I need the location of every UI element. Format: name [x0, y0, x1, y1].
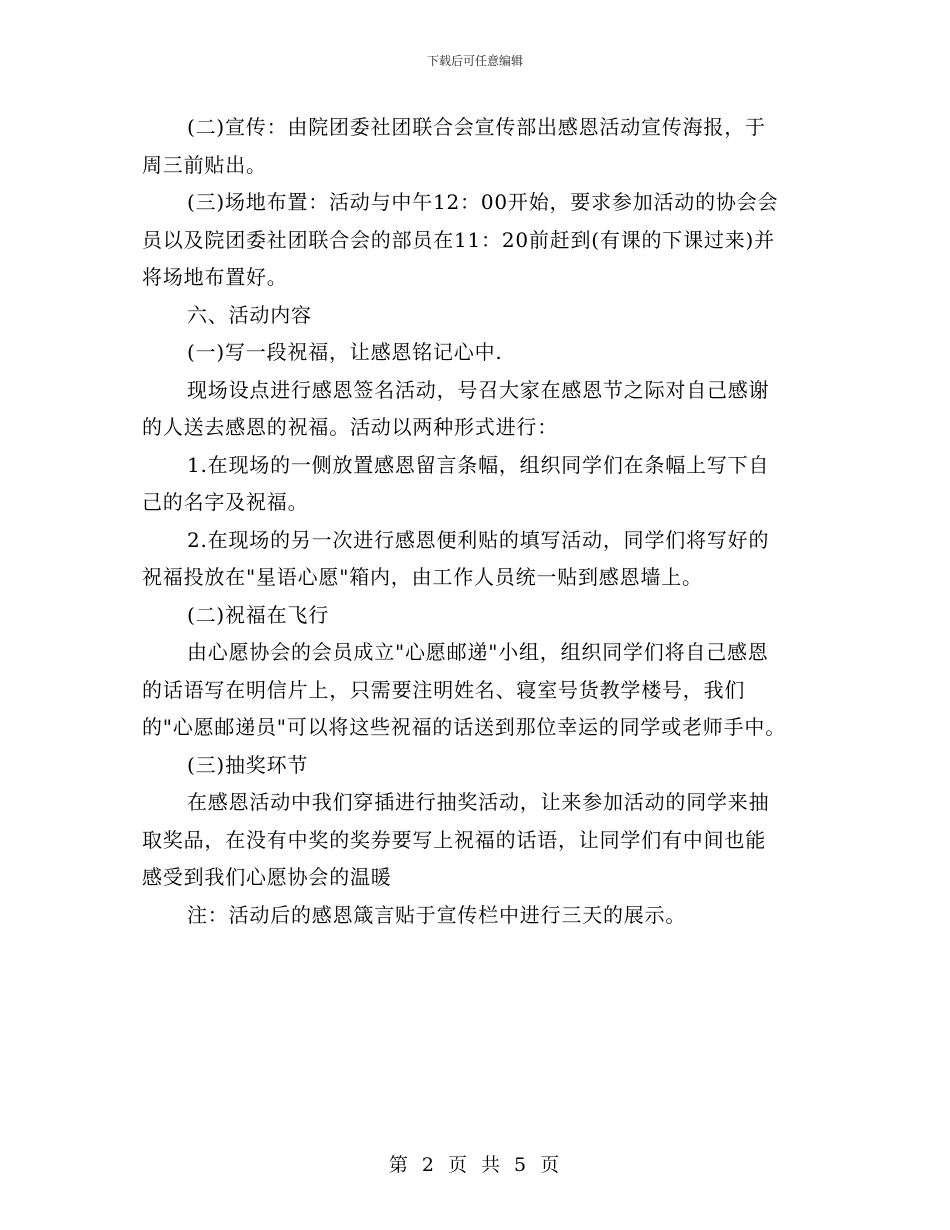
text-line: 的话语写在明信片上，只需要注明姓名、寝室号货教学楼号，我们: [142, 677, 746, 702]
section-heading-activity-content: [142, 297, 810, 335]
text-line: 注：活动后的感恩箴言贴于宣传栏中进行三天的展示。: [187, 902, 687, 927]
list-item-banner: [142, 447, 810, 522]
paragraph-signature-activity: [142, 372, 810, 447]
text-line: 周三前贴出。: [142, 152, 267, 177]
page-header-note: 下载后可任意编辑: [426, 54, 523, 68]
text-line: 现场设点进行感恩签名活动，号召大家在感恩节之际对自己感谢: [187, 377, 770, 402]
text-line: 感受到我们心愿协会的温暖: [142, 865, 392, 889]
text-line: (三)场地布置：活动与中午12：00开始，要求参加活动的协会会: [187, 190, 779, 214]
paragraph-wish-mail: [142, 634, 810, 747]
subheading-blessing-flight: [142, 597, 810, 635]
page-number: 第 2 页 共 5 页: [388, 1154, 562, 1176]
text-line: (二)祝福在飞行: [187, 602, 330, 627]
text-line: 六、活动内容: [187, 302, 312, 327]
text-line: 员以及院团委社团联合会的部员在11：20前赶到(有课的下课过来)并: [142, 227, 775, 252]
paragraph-publicity: [142, 109, 810, 184]
text-line: 在感恩活动中我们穿插进行抽奖活动，让来参加活动的同学来抽: [187, 790, 770, 814]
text-line: 的人送去感恩的祝福。活动以两种形式进行：: [142, 415, 558, 439]
text-line: (三)抽奖环节: [187, 752, 309, 777]
paragraph-note: [142, 897, 810, 935]
text-line: 己的名字及祝福。: [142, 490, 309, 514]
document-body: [142, 109, 810, 934]
text-line: 1.在现场的一侧放置感恩留言条幅，组织同学们在条幅上写下自: [187, 452, 770, 477]
text-line: 将场地布置好。: [142, 265, 288, 289]
list-item-sticky-notes: [142, 522, 810, 597]
text-line: 2.在现场的另一次进行感恩便利贴的填写活动，同学们将写好的: [187, 527, 770, 552]
text-line: 由心愿协会的会员成立"心愿邮递"小组，组织同学们将自己感恩: [187, 640, 769, 664]
subheading-lottery: [142, 747, 810, 785]
paragraph-lottery: [142, 784, 810, 897]
text-line: (二)宣传：由院团委社团联合会宣传部出感恩活动宣传海报，于: [187, 115, 766, 139]
paragraph-venue-setup: [142, 184, 810, 297]
text-line: (一)写一段祝福，让感恩铭记心中.: [187, 340, 503, 364]
text-line: 祝福投放在"星语心愿"箱内，由工作人员统一贴到感恩墙上。: [142, 565, 703, 589]
subheading-write-blessing: [142, 334, 810, 372]
text-line: 取奖品，在没有中奖的奖券要写上祝福的话语，让同学们有中间也能: [142, 827, 766, 852]
text-line: 的"心愿邮递员"可以将这些祝福的话送到那位幸运的同学或老师手中。: [142, 715, 786, 739]
